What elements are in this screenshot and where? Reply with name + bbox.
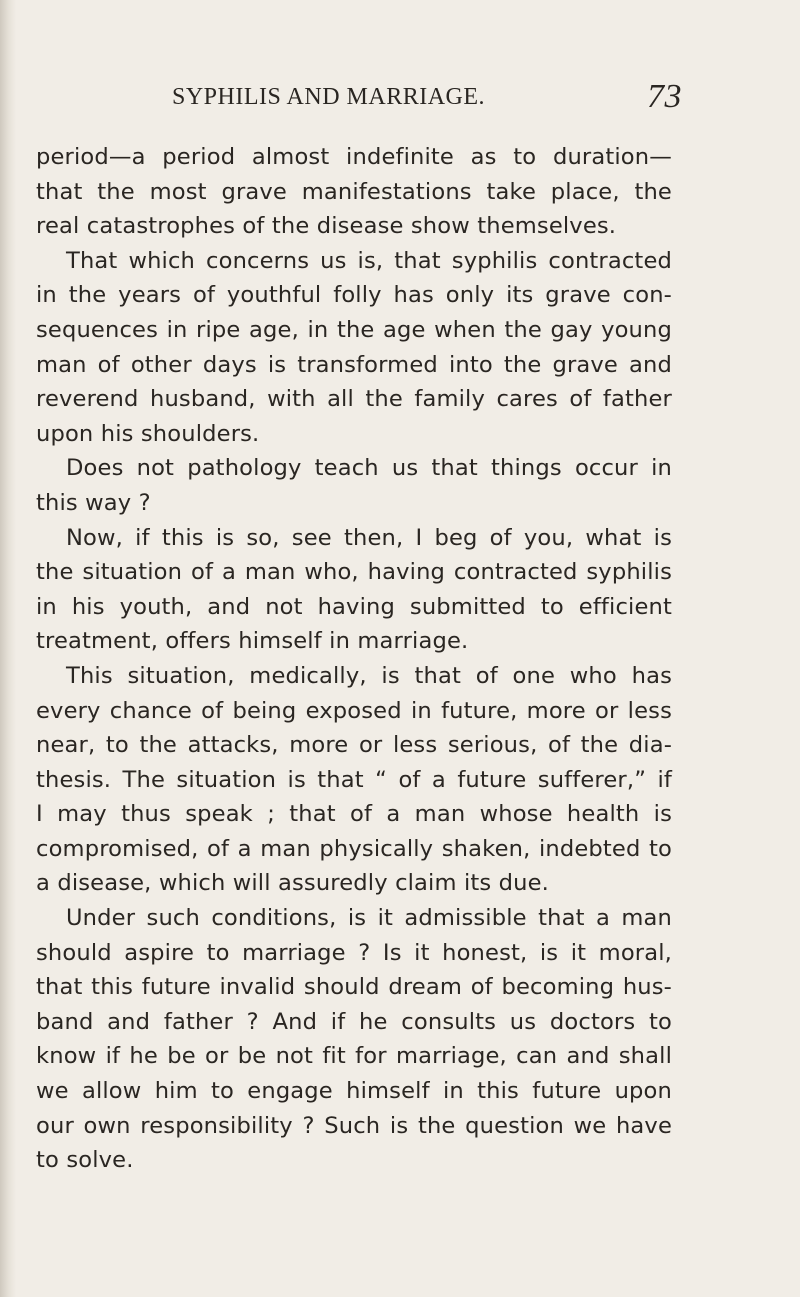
text-line: in his youth, and not having submitted to efficient: [36, 593, 672, 620]
text-line: in the years of youthful folly has only its grave con-: [36, 282, 672, 309]
text-line: we allow him to engage himself in this future upon: [36, 1078, 672, 1105]
running-head: [172, 78, 682, 124]
text-line: thesis. The situation is that “ of a future sufferer,” if: [36, 766, 672, 793]
text-line: that this future invalid should dream of becoming hus-: [36, 974, 672, 1001]
text-line: reverend husband, with all the family cares of father: [36, 386, 672, 413]
text-line: upon his shoulders.: [36, 420, 260, 447]
text-line: man of other days is transformed into the grave and: [36, 351, 672, 378]
running-title: SYPHILIS AND MARRIAGE.: [172, 84, 486, 110]
text-line: Now, if this is so, see then, I beg of you, what is: [66, 524, 672, 551]
text-line: our own responsibility ? Such is the question we have: [36, 1112, 672, 1139]
text-line: a disease, which will assuredly claim its due.: [36, 870, 550, 897]
text-line: Does not pathology teach us that things occur in: [66, 455, 672, 482]
text-line: compromised, of a man physically shaken, indebted to: [36, 835, 672, 862]
text-line: know if he be or be not fit for marriage, can and shall: [36, 1043, 672, 1070]
page-number: 73: [647, 78, 682, 115]
text-line: Under such conditions, is it admissible that a man: [66, 905, 672, 932]
text-line: that the most grave manifestations take place, the: [36, 178, 672, 205]
text-line: this way ?: [36, 489, 151, 516]
text-line: That which concerns us is, that syphilis contracted: [66, 247, 672, 274]
text-line: I may thus speak ; that of a man whose health is: [36, 801, 672, 828]
text-line: treatment, offers himself in marriage.: [36, 628, 469, 655]
text-line: near, to the attacks, more or less serious, of the dia-: [36, 732, 672, 759]
text-line: period—a period almost indefinite as to duration—: [36, 144, 672, 170]
text-line: sequences in ripe age, in the age when the gay young: [36, 316, 672, 343]
body-text: [36, 140, 672, 1178]
text-line: should aspire to marriage ? Is it honest, is it moral,: [36, 939, 672, 966]
text-line: real catastrophes of the disease show themselves.: [36, 213, 617, 240]
text-line: the situation of a man who, having contracted syphilis: [36, 559, 672, 586]
text-line: band and father ? And if he consults us doctors to: [36, 1008, 672, 1035]
text-line: every chance of being exposed in future, more or less: [36, 697, 672, 724]
text-line: This situation, medically, is that of one who has: [66, 662, 672, 689]
text-line: to solve.: [36, 1147, 134, 1174]
binding-gutter: [0, 0, 16, 1297]
